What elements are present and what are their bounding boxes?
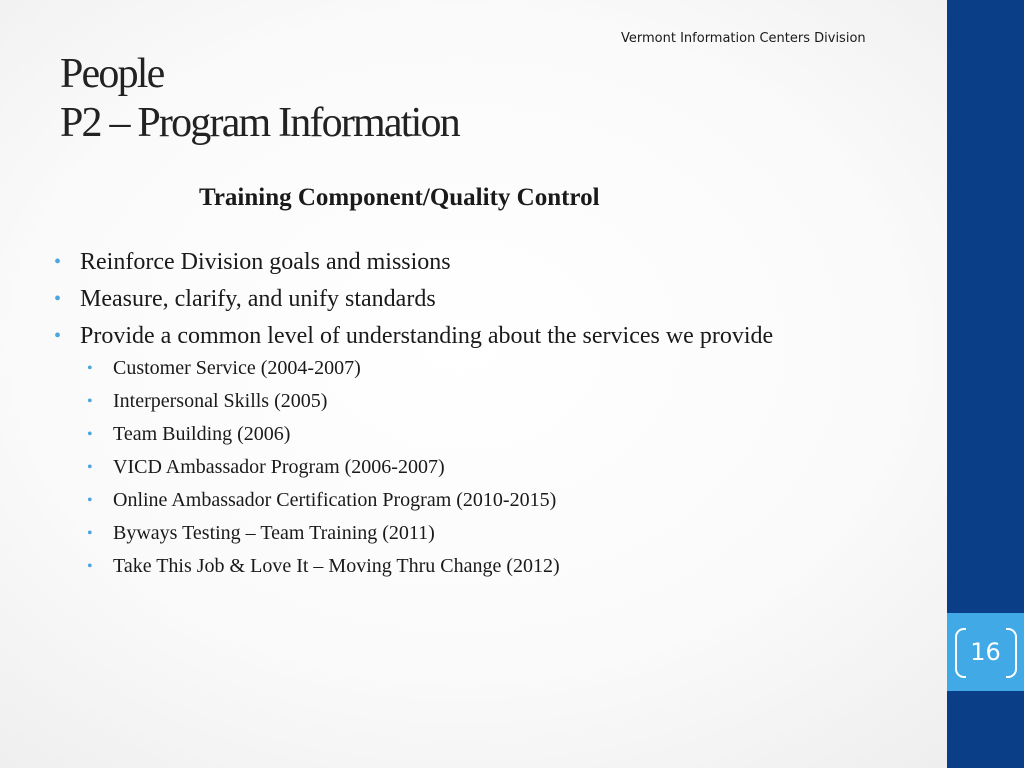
main-bullet-list: [54, 244, 773, 355]
sub-bullet-text: Interpersonal Skills (2005): [113, 390, 328, 412]
sub-bullet-item: [87, 550, 560, 583]
bullet-dot-icon: •: [54, 288, 62, 310]
sub-bullet-list: [87, 352, 560, 583]
bullet-dot-icon: •: [87, 360, 93, 377]
bullet-dot-icon: •: [87, 492, 93, 509]
sub-bullet-item: [87, 385, 560, 418]
sub-bullet-text: Team Building (2006): [113, 423, 291, 445]
page-number-bracket: [955, 628, 1017, 676]
sub-bullet-text: Take This Job & Love It – Moving Thru Change (2012): [113, 555, 560, 577]
slide-title-line-2: P2 – Program Information: [60, 100, 459, 146]
bullet-dot-icon: •: [87, 525, 93, 542]
bullet-dot-icon: •: [87, 393, 93, 410]
sub-bullet-text: VICD Ambassador Program (2006-2007): [113, 456, 445, 478]
bullet-dot-icon: •: [87, 558, 93, 575]
sub-bullet-item: [87, 418, 560, 451]
sub-bullet-item: [87, 484, 560, 517]
bullet-item: [54, 244, 773, 281]
sub-bullet-item: [87, 517, 560, 550]
bullet-dot-icon: •: [54, 251, 62, 273]
sub-bullet-text: Customer Service (2004-2007): [113, 357, 361, 379]
page-number: 16: [970, 638, 1001, 666]
sub-bullet-item: [87, 451, 560, 484]
bullet-item: [54, 318, 773, 355]
page-number-box: [947, 613, 1024, 691]
bullet-dot-icon: •: [87, 459, 93, 476]
slide-title: [60, 50, 459, 148]
sub-bullet-text: Byways Testing – Team Training (2011): [113, 522, 435, 544]
bullet-dot-icon: •: [54, 325, 62, 347]
bullet-text: Reinforce Division goals and missions: [80, 249, 451, 275]
bullet-text: Measure, clarify, and unify standards: [80, 286, 436, 312]
organization-name: Vermont Information Centers Division: [621, 31, 866, 46]
sub-bullet-item: [87, 352, 560, 385]
bullet-item: [54, 281, 773, 318]
section-subheading: Training Component/Quality Control: [199, 184, 600, 211]
bullet-dot-icon: •: [87, 426, 93, 443]
bullet-text: Provide a common level of understanding about the services we provide: [80, 323, 774, 349]
sub-bullet-text: Online Ambassador Certification Program (2010-2015): [113, 489, 557, 511]
slide-title-line-1: People: [60, 51, 164, 97]
